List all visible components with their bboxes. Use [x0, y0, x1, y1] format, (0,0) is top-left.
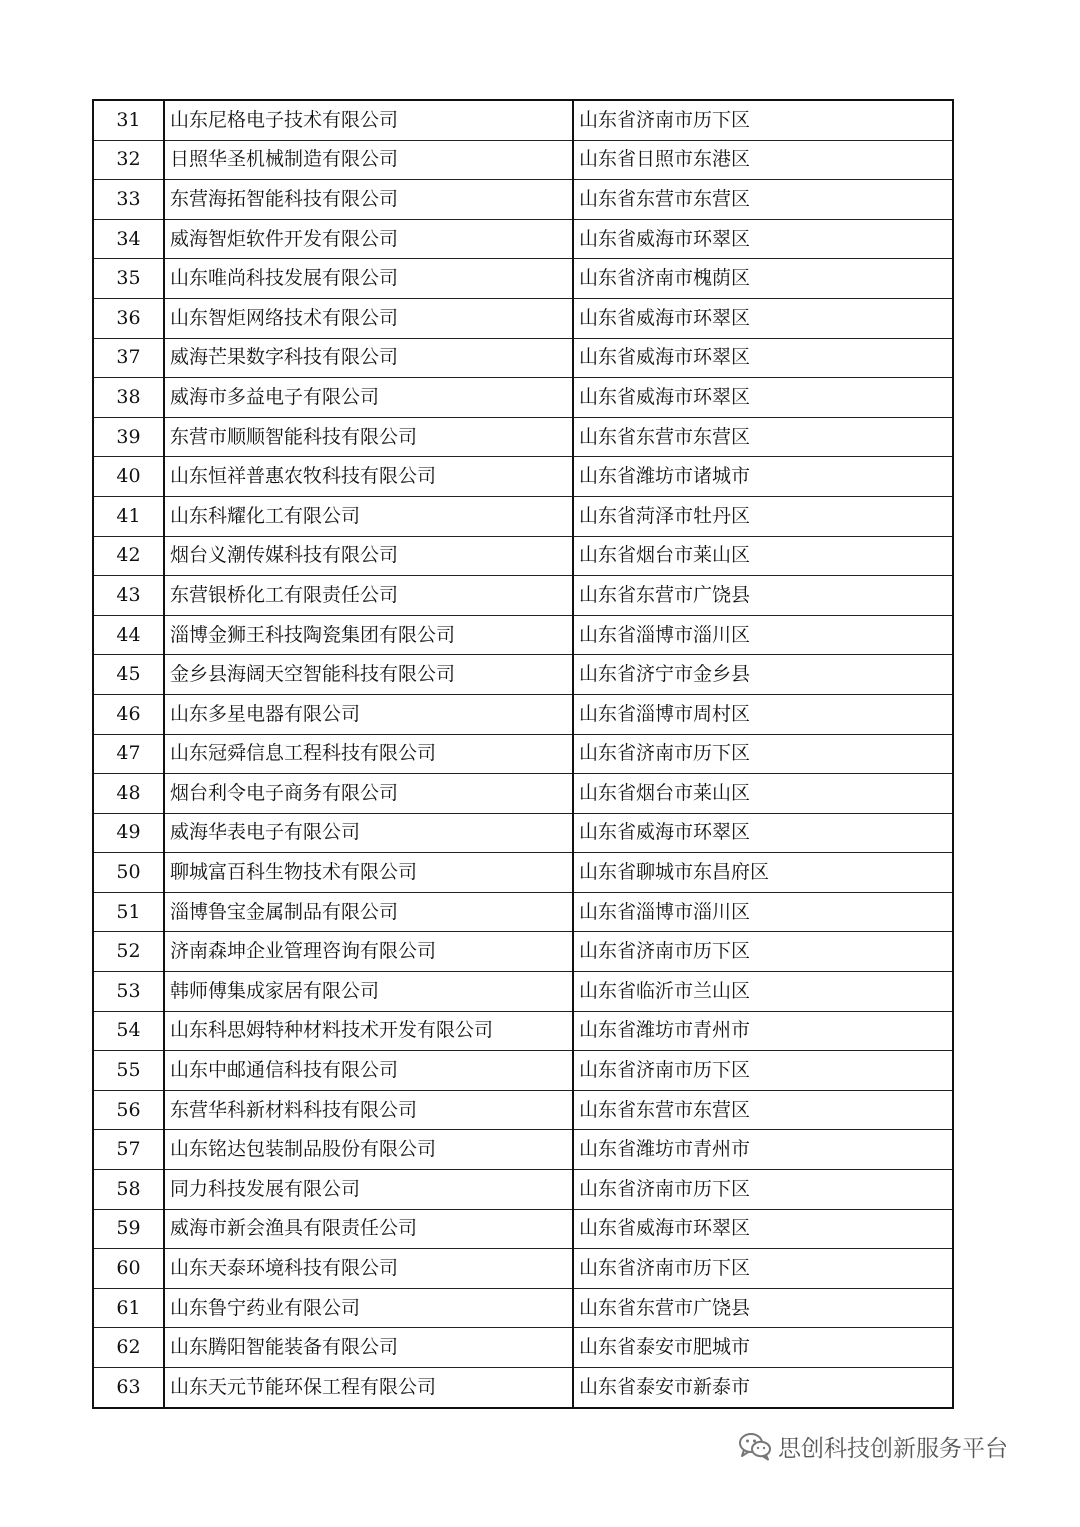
watermark-text: 思创科技创新服务平台	[778, 1435, 1008, 1462]
company-name: 威海芒果数字科技有限公司	[164, 338, 573, 378]
row-number: 58	[93, 1170, 164, 1210]
company-location: 山东省潍坊市青州市	[573, 1130, 953, 1170]
company-name: 山东唯尚科技发展有限公司	[164, 259, 573, 299]
company-name: 威海市多益电子有限公司	[164, 378, 573, 418]
table-row	[93, 655, 953, 695]
row-number: 60	[93, 1249, 164, 1289]
company-name: 山东冠舜信息工程科技有限公司	[164, 734, 573, 774]
company-name: 山东科耀化工有限公司	[164, 496, 573, 536]
table-row	[93, 615, 953, 655]
table-row	[93, 892, 953, 932]
company-location: 山东省聊城市东昌府区	[573, 853, 953, 893]
table-row	[93, 932, 953, 972]
company-location: 山东省淄博市周村区	[573, 694, 953, 734]
company-name: 淄博鲁宝金属制品有限公司	[164, 892, 573, 932]
row-number: 32	[93, 140, 164, 180]
company-name: 淄博金狮王科技陶瓷集团有限公司	[164, 615, 573, 655]
row-number: 41	[93, 496, 164, 536]
row-number: 42	[93, 536, 164, 576]
company-location: 山东省威海市环翠区	[573, 219, 953, 259]
table-row	[93, 140, 953, 180]
table-row	[93, 378, 953, 418]
table-row	[93, 972, 953, 1012]
company-name: 山东鲁宁药业有限公司	[164, 1288, 573, 1328]
company-location: 山东省济南市槐荫区	[573, 259, 953, 299]
company-name: 威海市新会渔具有限责任公司	[164, 1209, 573, 1249]
row-number: 61	[93, 1288, 164, 1328]
company-name: 威海华表电子有限公司	[164, 813, 573, 853]
row-number: 50	[93, 853, 164, 893]
company-location: 山东省济南市历下区	[573, 734, 953, 774]
row-number: 36	[93, 298, 164, 338]
company-location: 山东省威海市环翠区	[573, 338, 953, 378]
row-number: 63	[93, 1368, 164, 1408]
table-row	[93, 1328, 953, 1368]
company-location: 山东省威海市环翠区	[573, 298, 953, 338]
row-number: 54	[93, 1011, 164, 1051]
row-number: 47	[93, 734, 164, 774]
row-number: 56	[93, 1090, 164, 1130]
company-name: 东营市顺顺智能科技有限公司	[164, 417, 573, 457]
company-name: 韩师傅集成家居有限公司	[164, 972, 573, 1012]
table-row	[93, 259, 953, 299]
row-number: 33	[93, 180, 164, 220]
company-location: 山东省济南市历下区	[573, 1051, 953, 1091]
company-location: 山东省日照市东港区	[573, 140, 953, 180]
company-location: 山东省泰安市新泰市	[573, 1368, 953, 1408]
table-row	[93, 536, 953, 576]
company-location: 山东省济南市历下区	[573, 932, 953, 972]
company-table	[92, 99, 954, 1409]
table-row	[93, 457, 953, 497]
company-location: 山东省淄博市淄川区	[573, 892, 953, 932]
company-name: 东营海拓智能科技有限公司	[164, 180, 573, 220]
company-name: 山东腾阳智能装备有限公司	[164, 1328, 573, 1368]
company-name: 山东中邮通信科技有限公司	[164, 1051, 573, 1091]
row-number: 51	[93, 892, 164, 932]
row-number: 34	[93, 219, 164, 259]
company-location: 山东省淄博市淄川区	[573, 615, 953, 655]
table-row	[93, 734, 953, 774]
company-name: 山东科思姆特种材料技术开发有限公司	[164, 1011, 573, 1051]
company-name: 山东智炬网络技术有限公司	[164, 298, 573, 338]
company-location: 山东省菏泽市牡丹区	[573, 496, 953, 536]
company-location: 山东省东营市东营区	[573, 180, 953, 220]
table-row	[93, 576, 953, 616]
row-number: 46	[93, 694, 164, 734]
company-location: 山东省济南市历下区	[573, 1170, 953, 1210]
company-name: 山东铭达包装制品股份有限公司	[164, 1130, 573, 1170]
row-number: 48	[93, 774, 164, 814]
company-location: 山东省威海市环翠区	[573, 813, 953, 853]
row-number: 43	[93, 576, 164, 616]
table-row	[93, 813, 953, 853]
company-location: 山东省济宁市金乡县	[573, 655, 953, 695]
company-location: 山东省临沂市兰山区	[573, 972, 953, 1012]
company-location: 山东省东营市广饶县	[573, 576, 953, 616]
row-number: 44	[93, 615, 164, 655]
table-row	[93, 694, 953, 734]
table-row	[93, 1209, 953, 1249]
company-location: 山东省东营市广饶县	[573, 1288, 953, 1328]
table-row	[93, 219, 953, 259]
company-location: 山东省济南市历下区	[573, 100, 953, 140]
row-number: 52	[93, 932, 164, 972]
company-location: 山东省泰安市肥城市	[573, 1328, 953, 1368]
table-row	[93, 1130, 953, 1170]
company-location: 山东省威海市环翠区	[573, 378, 953, 418]
wechat-icon	[738, 1431, 772, 1461]
company-name: 金乡县海阔天空智能科技有限公司	[164, 655, 573, 695]
row-number: 39	[93, 417, 164, 457]
company-table-body	[93, 100, 953, 1408]
table-row	[93, 298, 953, 338]
row-number: 57	[93, 1130, 164, 1170]
company-location: 山东省烟台市莱山区	[573, 774, 953, 814]
company-name: 烟台义潮传媒科技有限公司	[164, 536, 573, 576]
row-number: 31	[93, 100, 164, 140]
row-number: 38	[93, 378, 164, 418]
company-name: 日照华圣机械制造有限公司	[164, 140, 573, 180]
company-name: 聊城富百科生物技术有限公司	[164, 853, 573, 893]
company-name: 山东恒祥普惠农牧科技有限公司	[164, 457, 573, 497]
table-row	[93, 1011, 953, 1051]
table-row	[93, 1249, 953, 1289]
row-number: 55	[93, 1051, 164, 1091]
row-number: 35	[93, 259, 164, 299]
table-row	[93, 1170, 953, 1210]
company-name: 山东多星电器有限公司	[164, 694, 573, 734]
company-location: 山东省东营市东营区	[573, 1090, 953, 1130]
company-location: 山东省烟台市莱山区	[573, 536, 953, 576]
table-row	[93, 774, 953, 814]
table-row	[93, 496, 953, 536]
table-row	[93, 338, 953, 378]
company-name: 东营华科新材料科技有限公司	[164, 1090, 573, 1130]
row-number: 40	[93, 457, 164, 497]
table-row	[93, 417, 953, 457]
company-name: 同力科技发展有限公司	[164, 1170, 573, 1210]
company-name: 威海智炬软件开发有限公司	[164, 219, 573, 259]
company-name: 山东尼格电子技术有限公司	[164, 100, 573, 140]
company-name: 济南森坤企业管理咨询有限公司	[164, 932, 573, 972]
watermark	[738, 1428, 1008, 1464]
company-location: 山东省潍坊市青州市	[573, 1011, 953, 1051]
table-row	[93, 1288, 953, 1328]
company-name: 山东天泰环境科技有限公司	[164, 1249, 573, 1289]
table-row	[93, 1090, 953, 1130]
company-name: 烟台利令电子商务有限公司	[164, 774, 573, 814]
table-row	[93, 1051, 953, 1091]
company-name: 东营银桥化工有限责任公司	[164, 576, 573, 616]
row-number: 53	[93, 972, 164, 1012]
row-number: 49	[93, 813, 164, 853]
table-row	[93, 1368, 953, 1408]
company-location: 山东省潍坊市诸城市	[573, 457, 953, 497]
row-number: 62	[93, 1328, 164, 1368]
table-row	[93, 100, 953, 140]
table-row	[93, 180, 953, 220]
row-number: 45	[93, 655, 164, 695]
table-row	[93, 853, 953, 893]
row-number: 59	[93, 1209, 164, 1249]
company-location: 山东省威海市环翠区	[573, 1209, 953, 1249]
company-location: 山东省济南市历下区	[573, 1249, 953, 1289]
company-name: 山东天元节能环保工程有限公司	[164, 1368, 573, 1408]
company-location: 山东省东营市东营区	[573, 417, 953, 457]
row-number: 37	[93, 338, 164, 378]
